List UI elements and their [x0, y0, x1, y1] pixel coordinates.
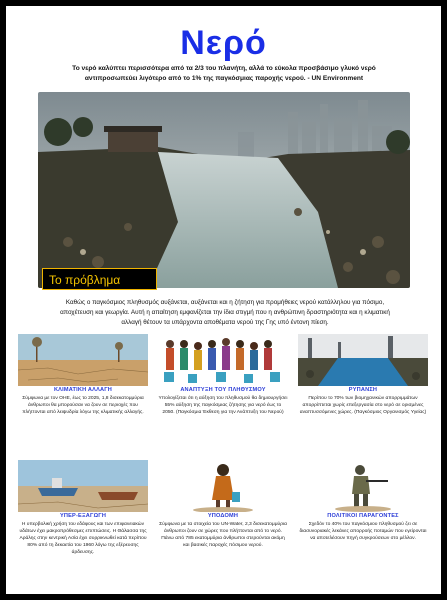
page-subtitle: Το νερό καλύπτει περισσότερα από τα 2/3 του πλανήτη, αλλά το εύκολα προσβάσιμο γλυκό νερό αντιπροσωπεύει λιγότερο από το 1% της παγκόσμιας παροχής νερού. - UN Environment — [72, 65, 376, 82]
card-text: Σχεδόν το 40% του παγκόσμιου πληθυσμού ζει σε διασυνοριακές λεκάνες απορροής ποταμών που εγείρονται να αποτελέσουν πηγή συγκρούσεων στο μέλλον. — [299, 522, 427, 541]
card-climate-change — [18, 334, 148, 416]
soldier-image — [298, 460, 428, 512]
dry-land-image — [18, 334, 148, 386]
card-heading: ΑΝΑΠΤΥΞΗ ΤΟΥ ΠΛΗΘΥΣΜΟΥ — [180, 387, 266, 393]
card-text: Η υπερβολική χρήση του εδάφους και των επιφανειακών υδάτων έχει μακροπρόθεσμες επιπτώσεις. Η Θάλασσα της Αράλης στην κεντρική Ασία έχει συρρικνωθεί κατά περίπου 80% από τη δεκαετία του 1960 λόγω της εξέρευσης άρδευσης. — [19, 522, 147, 555]
problem-label: Το πρόβλημα — [42, 268, 157, 290]
card-text: Υπολογίζεται ότι η αύξηση του πληθυσμού θα δημιουργήσει 55% αύξηση της παγκόσμιας ζήτησης για νερό έως το 2050. (Παγκόσμια Έκθεση για την Ανάπτυξη του Νερού) — [158, 396, 288, 415]
intro-text: Καθώς ο παγκόσμιος πληθυσμός αυξάνεται, αυξάνεται και η ζήτηση για προμήθειες νερού κατάλληλου για πόσιμο, αποχέτευση και γεωργία. Αυτή η απαίτηση εμφανίζεται την ίδια στιγμή που η ανθρώπινη δραστηριότητα και η κλιματική αλλαγή θέτουν τα υπάρχοντα αποθέματα νερού της Γης υπό έντονη πίεση. — [60, 299, 390, 326]
card-infrastructure — [158, 460, 288, 549]
child-water-image — [158, 460, 288, 512]
card-heading: ΥΠΕΡ-ΕΞΑΓΩΓΗ — [59, 513, 107, 519]
card-heading: ΠΟΛΙΤΙΚΟΙ ΠΑΡΑΓΟΝΤΕΣ — [327, 513, 399, 519]
polluted-river-image — [38, 92, 410, 288]
card-over-extraction — [18, 460, 148, 556]
card-text: Περίπου το 70% των βιομηχανικών απορριμμάτων απορρίπτεται χωρίς επεξεργασία στο νερό σε ορισμένες αναπτυσσόμενες χώρες. (Παγκόσμιος Οργανισμός Υγείας) — [299, 396, 427, 415]
stranded-boats-image — [18, 460, 148, 512]
card-text: Σύμφωνα με τα στοιχεία του UN-Water, 2,3 δισεκατομμύρια άνθρωποι ζουν σε χώρες που πλήττονται από το νερό. Πάνω από 785 εκατομμύρια άνθρωποι στερούνται ακόμη και βασικές παροχές πόσιμου νερού. — [159, 522, 287, 548]
card-heading: ΚΛΙΜΑΤΙΚΗ ΑΛΛΑΓΗ — [53, 387, 113, 393]
card-political-factors — [298, 460, 428, 542]
people-queue-image — [158, 334, 288, 386]
card-heading: ΡΥΠΑΝΣΗ — [348, 387, 378, 393]
card-text: Σύμφωνα με τον ΟΗΕ, έως το 2025, 1,8 δισεκατομμύρια άνθρωποι θα μπορούσαν να ζουν σε περιοχές που πλήττονται από λειψυδρία λόγω της κλιματικής αλλαγής. — [22, 396, 144, 415]
card-heading: ΥΠΟΔΟΜΗ — [207, 513, 239, 519]
polluted-canal-image — [298, 334, 428, 386]
card-population-growth — [158, 334, 288, 416]
card-pollution — [298, 334, 428, 416]
page-title: Νερό — [180, 24, 267, 62]
poster — [6, 6, 441, 594]
